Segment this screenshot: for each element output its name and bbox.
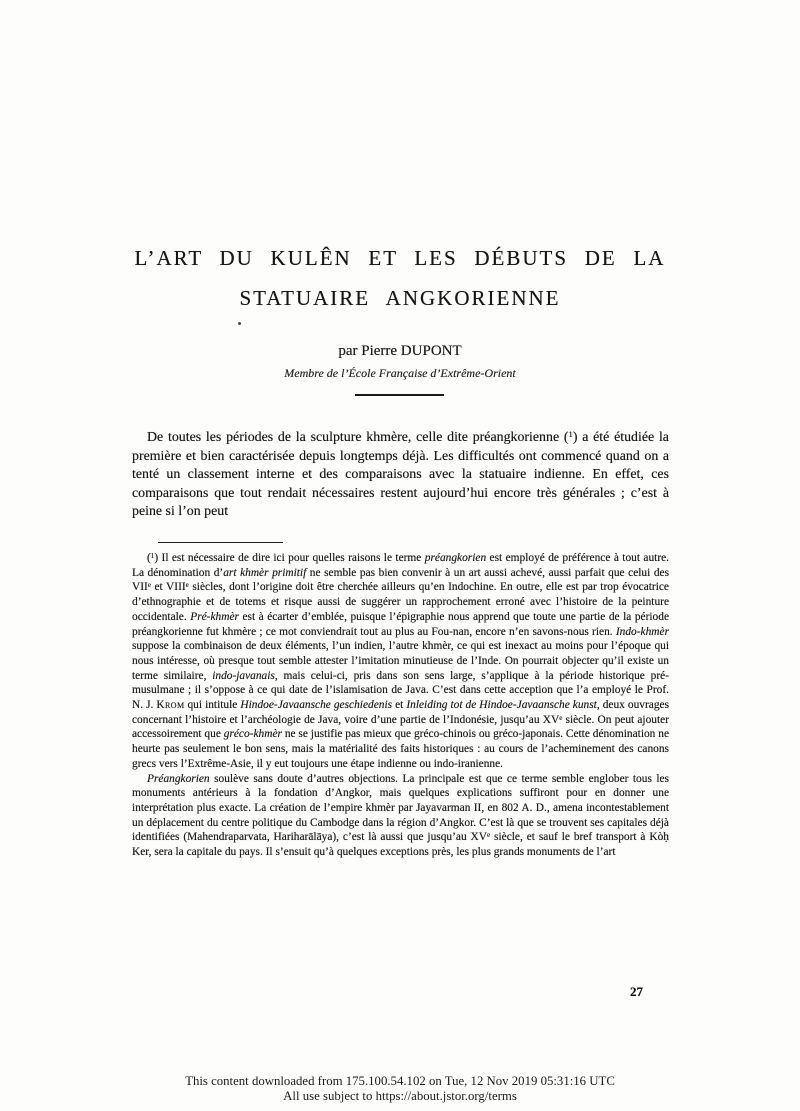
footnote-separator-rule — [158, 542, 283, 543]
jstor-footer-line-1: This content downloaded from 175.100.54.102 on Tue, 12 Nov 2019 05:31:16 UTC — [185, 1074, 615, 1088]
page-number: 27 — [630, 984, 643, 999]
jstor-footer-line-2: All use subject to https://about.jstor.org/terms — [283, 1088, 517, 1103]
footnote-paragraph-1: ($^1$) Il est nécessaire de dire ici pour quelles raisons le terme préangkorien est employé de préférence à tout autre. La dénomination d’art khmèr primitif ne semble pas bien convenir à un art aussi achevé, aussi parfait que celui des VIIe et VIIIe siècles, dont l’origine doit être cherchée ailleurs qu’en Indochine. En outre, elle est par trop évocatrice d’ethnographie et de totems et risque aussi de suggérer un rapprochement erroné avec l’histoire de la peinture occidentale. Pré-khmèr est à écarter d’emblée, puisque l’épigraphie nous apprend que toute une partie de la période préangkorienne fut khmère ; ce mot conviendrait tout au plus au Fou-nan, encore n’en savons-nous rien. Indo-khmèr suppose la combinaison de deux éléments, l’un indien, l’autre khmèr, ce qui est inexact au moins pour l’époque qui nous intéresse, où presque tout semble attester l’imitation minutieuse de l’Inde. On pourrait objecter qu’il existe un terme similaire, indo-javanais, mais celui-ci, pris dans son sens large, s’applique à la période historique pré-musulmane ; il s’oppose à ce qui date de l’islamisation de Java. C’est dans cette acception que l’a employé le Prof. N. J. Krom qui intitule Hindoe-Javaansche geschiedenis et Inleiding tot de Hindoe-Javaansche kunst, deux ouvrages concernant l’histoire et l’archéologie de Java, voire d’une partie de l’Indonésie, jusqu’au XVe siècle. On peut ajouter accessoirement que gréco-khmèr ne se justifie pas mieux que gréco-chinois ou gréco-japonais. Cette dénomination ne heurte pas seulement le bon sens, mais la matérialité des faits historiques : au cours de l’acheminement des canons grecs vers l’Extrême-Asie, il y eut toujours une étape indienne ou indo-iranienne. — [132, 551, 670, 770]
footnote-paragraph-2: Préangkorien soulève sans doute d’autres objections. La principale est que ce terme semble englober tous les monuments antérieurs à la fondation d’Angkor, mais quelques explications suffiront pour en donner une interprétation plus exacte. La création de l’empire khmèr par Jayavarman II, en 802 A. D., amena incontestablement un déplacement du centre politique du Cambodge dans la région d’Angkor. C’est là que se trouvent ses capitales déjà identifiées (Mahendraparvata, Hariharālāya), c’est là aussi que jusqu’au XVe siècle, et sauf le bref transport à Kòḥ Ker, sera la capitale du pays. Il s’ensuit qu’à quelques exceptions près, les plus grands monuments de l’art — [132, 772, 669, 859]
author-byline: par Pierre DUPONT — [338, 343, 462, 359]
footnote-block — [132, 551, 669, 860]
article-title-line-2: STATUAIRE ANGKORIENNE — [239, 286, 561, 310]
body-paragraph: De toutes les périodes de la sculpture khmère, celle dite préangkorienne ($^1$) a été étudiée la première et bien caractérisée depuis longtemps déjà. Les difficultés ont commencé quand on a tenté un classement interne et des comparaisons avec la statuaire indienne. En effet, ces comparaisons que tout rendait nécessaires restent aujourd’hui encore très générales ; c’est à peine si l’on peut — [132, 429, 669, 520]
scan-artifact-dot — [238, 322, 241, 325]
article-title — [120, 238, 680, 318]
jstor-footer — [0, 1074, 800, 1103]
article-body — [132, 429, 669, 522]
article-title-line-1: L’ART DU KULÊN ET LES DÉBUTS DE LA — [134, 246, 666, 270]
header-separator-rule — [355, 394, 444, 396]
author-affiliation: Membre de l’École Française d’Extrême-Orient — [284, 366, 516, 380]
